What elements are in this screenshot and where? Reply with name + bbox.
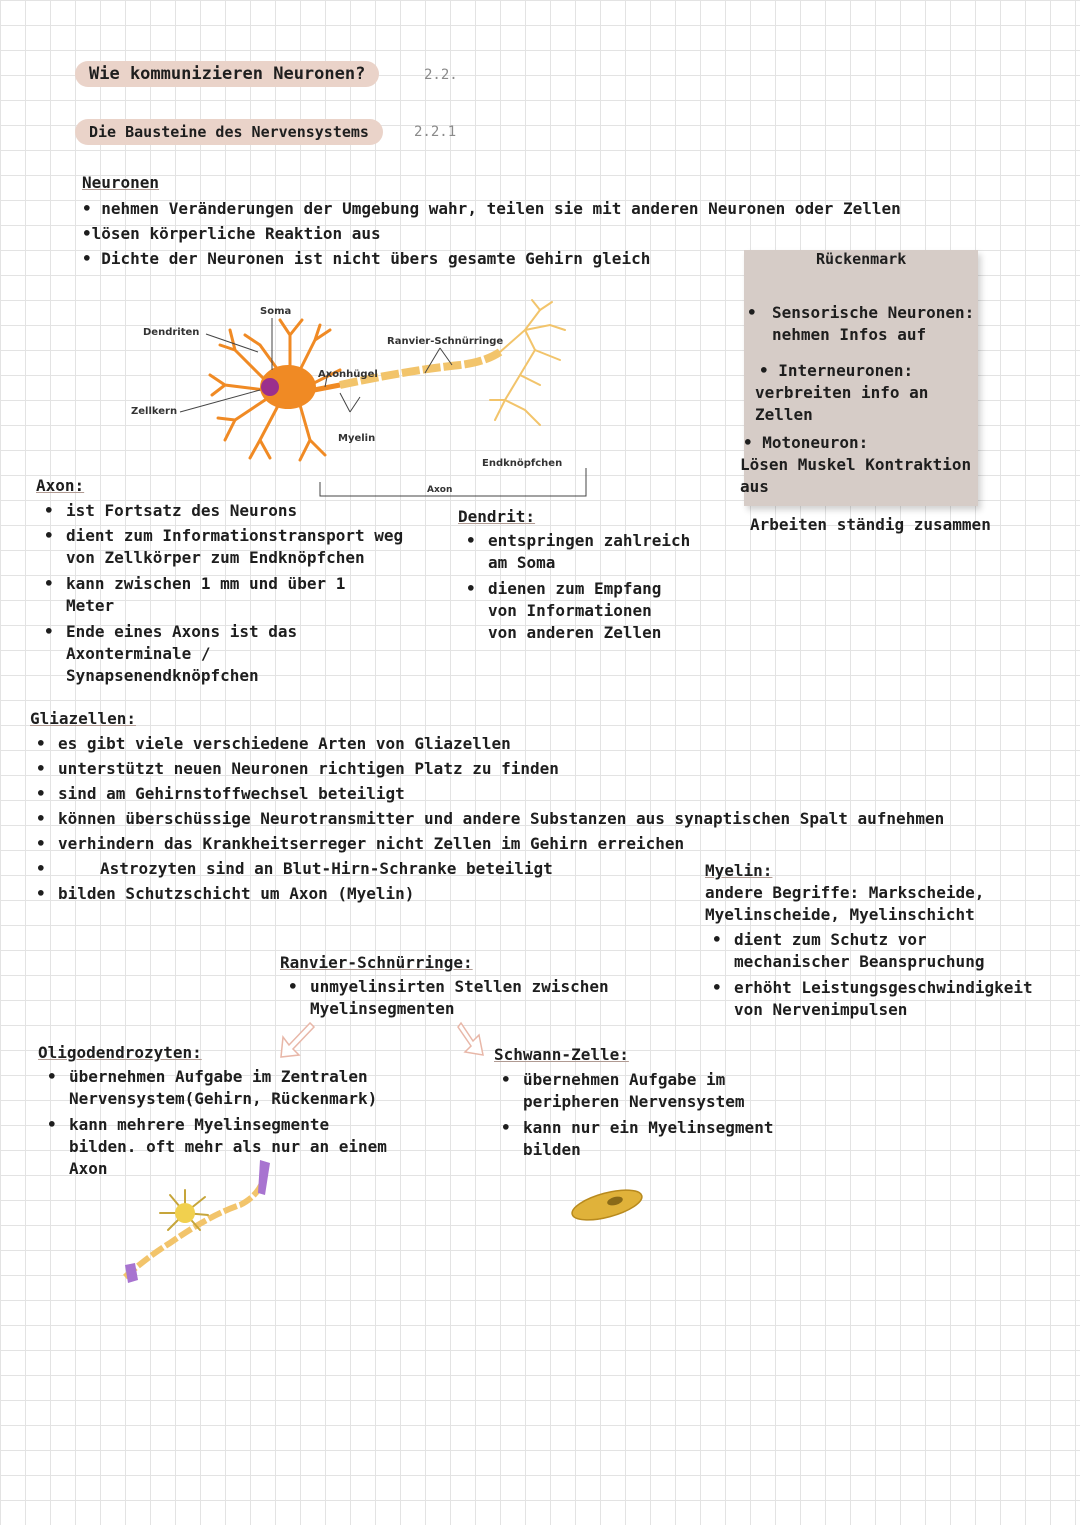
axon-heading: Axon: bbox=[36, 476, 85, 495]
list-item: • Motoneuron: Lösen Muskel Kontraktion aus bbox=[740, 433, 972, 496]
list-item: • kann nur ein Myelinsegment bbox=[501, 1118, 774, 1137]
neuronen-heading: Neuronen bbox=[82, 173, 160, 192]
axon-list: • ist Fortsatz des Neurons • dient zum Informationstransport weg von Zellkörper zum Endknöpfchen • kann zwischen 1 mm und über 1 Meter • Ende eines Axons ist das Axonterminale / Synapsenendknöpfchen bbox=[44, 501, 404, 685]
list-item: Sensorische Neuronen: nehmen Infos auf bbox=[772, 303, 975, 344]
list-item: • es gibt viele verschiedene Arten von Gliazellen bbox=[36, 734, 511, 753]
list-item: • verhindern das Krankheitserreger nicht Zellen im Gehirn erreichen bbox=[36, 834, 685, 853]
label-dendriten: Dendriten bbox=[143, 327, 200, 338]
list-item: • ist Fortsatz des Neurons bbox=[44, 501, 298, 520]
page-subtitle: Die Bausteine des Nervensystems bbox=[75, 119, 383, 145]
list-item: • Dichte der Neuronen ist nicht übers gesamte Gehirn gleich bbox=[82, 249, 651, 268]
list-item: • sind am Gehirnstoffwechsel beteiligt bbox=[36, 784, 405, 803]
myelin-heading: Myelin: bbox=[705, 861, 773, 880]
oligo-heading: Oligodendrozyten: bbox=[38, 1043, 202, 1062]
schwann-cell-illustration bbox=[565, 1180, 650, 1230]
list-item: •lösen körperliche Reaktion aus bbox=[82, 224, 381, 243]
list-item: • bilden Schutzschicht um Axon (Myelin) bbox=[36, 884, 415, 903]
label-endknoepfchen: Endknöpfchen bbox=[482, 458, 563, 469]
schwann-section: Schwann-Zelle: • übernehmen Aufgabe im peripheren Nervensystem • kann nur ein Myelinsegment bilden bbox=[494, 1045, 774, 1159]
label-axon: Axon bbox=[427, 485, 453, 495]
nucleus-shape bbox=[261, 378, 279, 396]
list-item: • unterstützt neuen Neuronen richtigen Platz zu finden bbox=[36, 759, 559, 778]
axon-terminals bbox=[490, 300, 565, 425]
list-item: • übernehmen Aufgabe im bbox=[501, 1070, 726, 1089]
label-soma: Soma bbox=[260, 306, 292, 317]
oligodendrocyte-illustration bbox=[120, 1155, 290, 1285]
schwann-heading: Schwann-Zelle: bbox=[494, 1045, 629, 1064]
list-item: • dienen zum Empfang bbox=[466, 579, 662, 598]
oligo-section: Oligodendrozyten: • übernehmen Aufgabe im Zentralen Nervensystem(Gehirn, Rückenmark) • kann mehrere Myelinsegmente bilden. oft mehr als nur an einem Axon bbox=[38, 1043, 387, 1178]
list-item: • bbox=[747, 303, 757, 322]
list-item: • unmyelinsirten Stellen zwischen bbox=[288, 977, 609, 996]
list-item: • dient zum Schutz vor bbox=[712, 930, 927, 949]
ranvier-heading: Ranvier-Schnürringe: bbox=[280, 953, 473, 972]
gliazellen-heading: Gliazellen: bbox=[30, 709, 136, 728]
rueckenmark-title: Rückenmark bbox=[816, 250, 907, 268]
list-item: • nehmen Veränderungen der Umgebung wahr, teilen sie mit anderen Neuronen oder Zellen bbox=[82, 199, 901, 218]
list-item: • Interneuronen: verbreiten info an Zellen bbox=[755, 361, 929, 424]
list-item: • Ende eines Axons ist das bbox=[44, 622, 298, 641]
subsection-number: 2.2.1 bbox=[414, 124, 457, 140]
list-item: • übernehmen Aufgabe im Zentralen bbox=[47, 1067, 368, 1086]
arrow-right-icon bbox=[458, 1023, 483, 1055]
ranvier-section: Ranvier-Schnürringe: • unmyelinsirten Stellen zwischen Myelinsegmenten bbox=[280, 953, 609, 1018]
dendrit-heading: Dendrit: bbox=[458, 507, 536, 526]
list-item: • dient zum Informationstransport weg bbox=[44, 526, 404, 545]
label-myelin: Myelin bbox=[338, 433, 376, 444]
label-ranvier: Ranvier-Schnürringe bbox=[387, 336, 504, 347]
page-title: Wie kommunizieren Neuronen? bbox=[75, 61, 379, 87]
myelin-section: Myelin: andere Begriffe: Markscheide, Myelinscheide, Myelinschicht • dient zum Schutz vor mechanischer Beanspruchung • erhöht Leistungsgeschwindigkeit von Nervenimpulsen bbox=[705, 861, 1033, 1019]
list-item: • können überschüssige Neurotransmitter und andere Substanzen aus synaptischen Spalt aufnehmen bbox=[36, 809, 945, 828]
rueckenmark-footer: Arbeiten ständig zusammen bbox=[750, 515, 991, 534]
dendrit-list: • entspringen zahlreich am Soma • dienen zum Empfang von Informationen von anderen Zellen bbox=[466, 531, 691, 642]
list-item: • kann mehrere Myelinsegmente bbox=[47, 1115, 330, 1134]
list-item: • erhöht Leistungsgeschwindigkeit bbox=[712, 978, 1033, 997]
list-item: • kann zwischen 1 mm und über 1 bbox=[44, 574, 346, 593]
label-axonhuegel: Axonhügel bbox=[318, 369, 378, 380]
list-item: • Astrozyten sind an Blut-Hirn-Schranke beteiligt bbox=[36, 859, 553, 878]
list-item: • entspringen zahlreich bbox=[466, 531, 691, 550]
section-number: 2.2. bbox=[424, 67, 458, 83]
label-zellkern: Zellkern bbox=[131, 406, 178, 417]
neuron-diagram bbox=[140, 290, 600, 510]
